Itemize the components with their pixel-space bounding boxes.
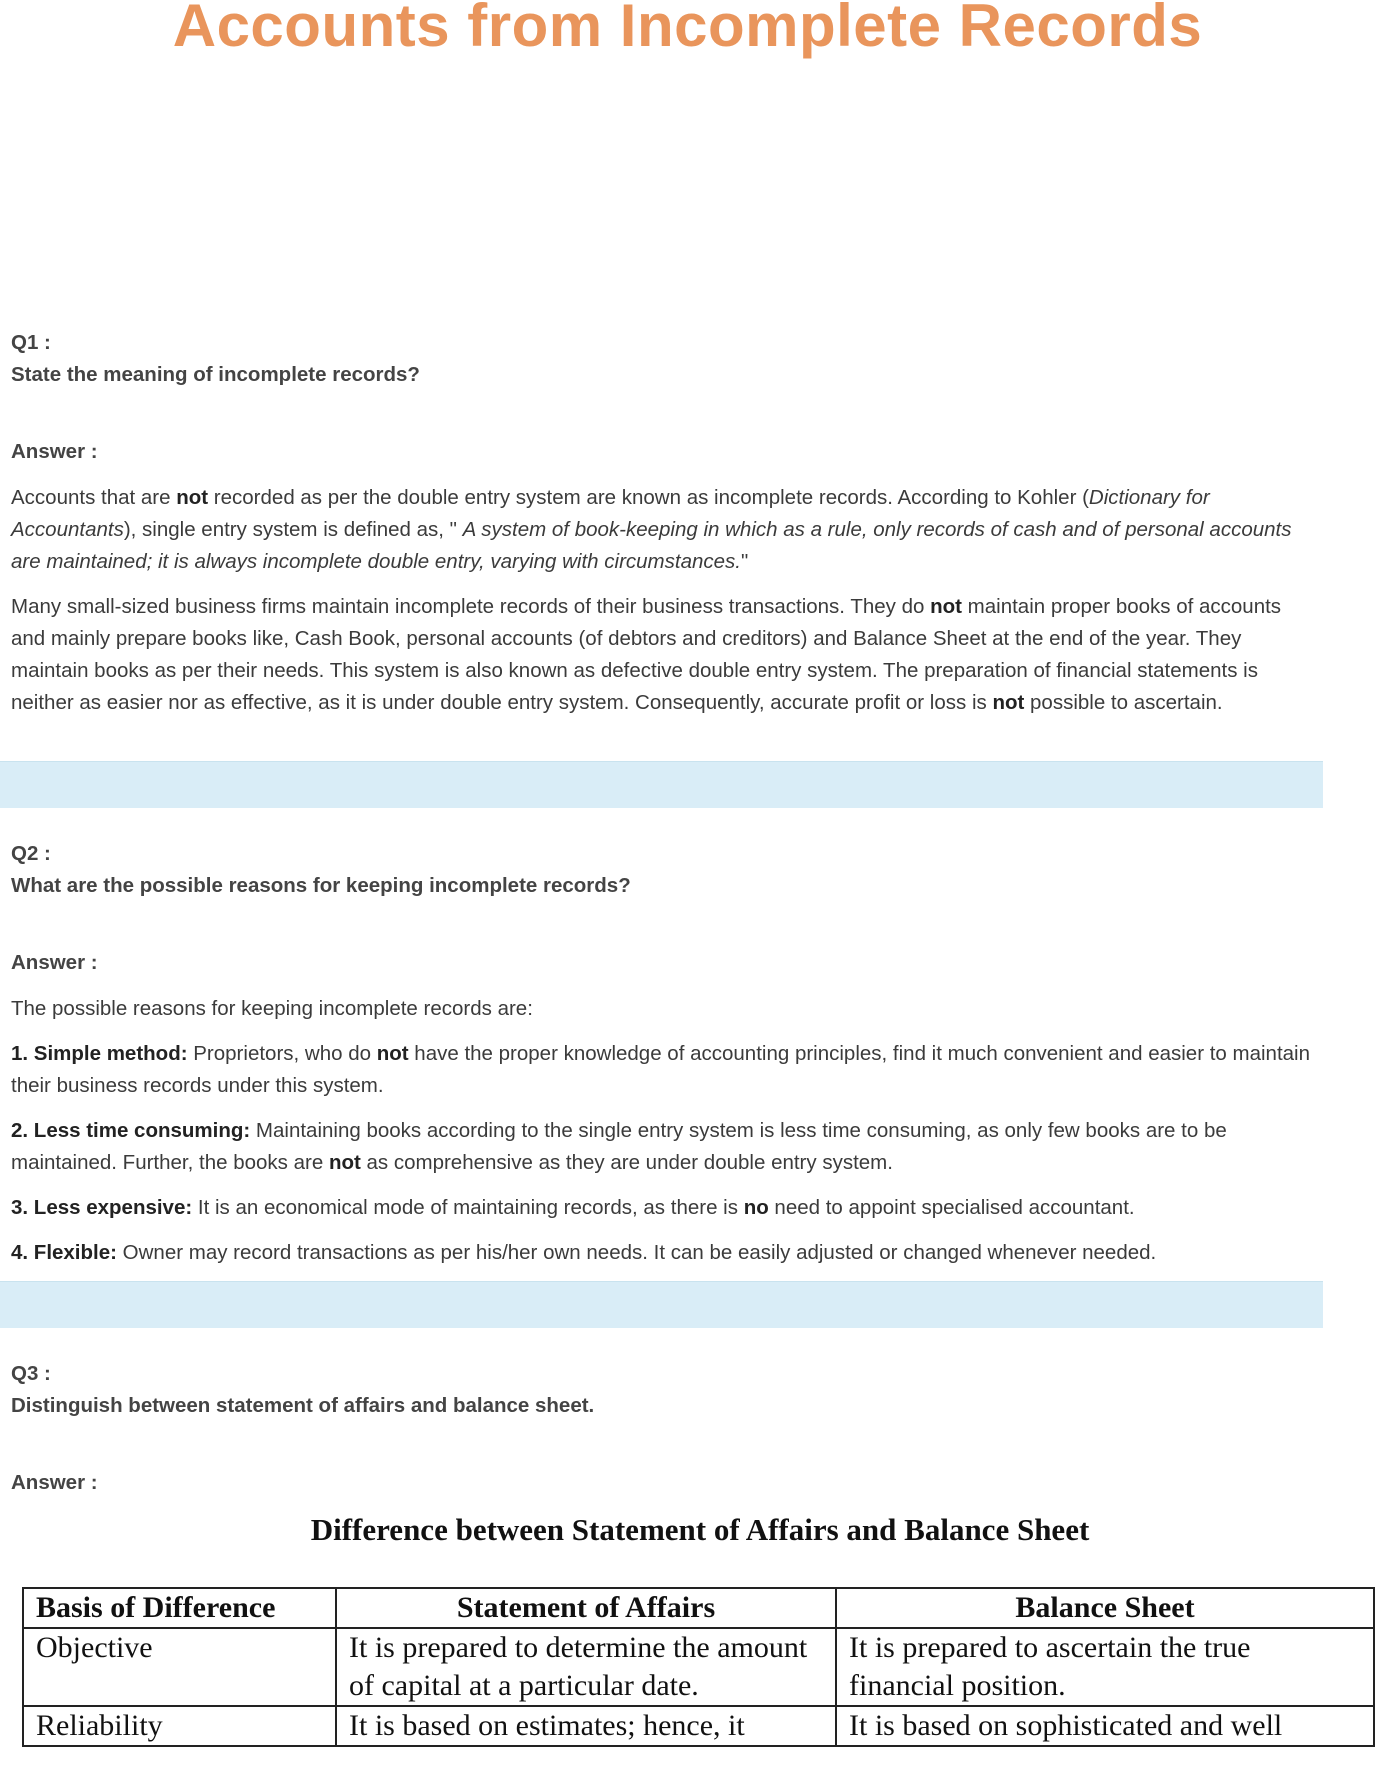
- question-2: [11, 838, 1311, 1282]
- reason-item: 2. Less time consuming: Maintaining books according to the single entry system is less time consuming, as only few books are to be maintained. Further, the books are not as comprehensive as they are under double entry system.: [11, 1119, 1227, 1174]
- column-header: Basis of Difference: [23, 1588, 336, 1628]
- question-number: Q1 :: [11, 331, 51, 354]
- answer-intro: The possible reasons for keeping incomplete records are:: [11, 997, 533, 1020]
- question-number: Q2 :: [11, 842, 51, 865]
- table-cell: Reliability: [23, 1706, 336, 1746]
- section-divider: [0, 1281, 1323, 1328]
- question-3: [11, 1358, 1311, 1499]
- page-title: Accounts from Incomplete Records: [172, 0, 1203, 59]
- answer-label: Answer :: [11, 1471, 98, 1494]
- table-row: [23, 1706, 1374, 1746]
- table-header-row: [23, 1588, 1374, 1628]
- table-cell: It is based on estimates; hence, it: [336, 1706, 836, 1746]
- difference-table: [22, 1587, 1375, 1747]
- answer-label: Answer :: [11, 440, 98, 463]
- question-text: Distinguish between statement of affairs and balance sheet.: [11, 1394, 595, 1417]
- table-title: Difference between Statement of Affairs and Balance Sheet: [310, 1512, 1090, 1547]
- section-divider: [0, 761, 1323, 808]
- answer-label: Answer :: [11, 951, 98, 974]
- table-cell: It is prepared to determine the amount of capital at a particular date.: [336, 1628, 836, 1706]
- table-cell: It is based on sophisticated and well: [836, 1706, 1374, 1746]
- question-text: State the meaning of incomplete records?: [11, 363, 420, 386]
- reason-item: 4. Flexible: Owner may record transactions as per his/her own needs. It can be easily adjusted or changed whenever needed.: [11, 1241, 1157, 1264]
- question-text: What are the possible reasons for keeping incomplete records?: [11, 874, 631, 897]
- question-1: [11, 327, 1311, 732]
- table-cell: Objective: [23, 1628, 336, 1706]
- table-cell: It is prepared to ascertain the true financial position.: [836, 1628, 1374, 1706]
- column-header: Balance Sheet: [836, 1588, 1374, 1628]
- reason-item: 1. Simple method: Proprietors, who do not have the proper knowledge of accounting principles, find it much convenient and easier to maintain their business records under this system.: [11, 1042, 1311, 1097]
- column-header: Statement of Affairs: [336, 1588, 836, 1628]
- reason-item: 3. Less expensive: It is an economical mode of maintaining records, as there is no need to appoint specialised accountant.: [11, 1196, 1135, 1219]
- answer-paragraph: Many small-sized business firms maintain incomplete records of their business transactions. They do not maintain proper books of accounts and mainly prepare books like, Cash Book, personal accounts (of debtors and creditors) and Balance Sheet at the end of the year. They maintain books as per their needs. This system is also known as defective double entry system. The preparation of financial statements is neither as easier nor as effective, as it is under double entry system. Consequently, accurate profit or loss is not possible to ascertain.: [11, 595, 1282, 714]
- answer-paragraph: Accounts that are not recorded as per the double entry system are known as incomplete records. According to Kohler (Dictionary for Accountants), single entry system is defined as, " A system of book-keeping in which as a rule, only records of cash and of personal accounts are maintained; it is always incomplete double entry, varying with circumstances.": [11, 486, 1292, 573]
- question-number: Q3 :: [11, 1362, 51, 1385]
- table-row: [23, 1628, 1374, 1706]
